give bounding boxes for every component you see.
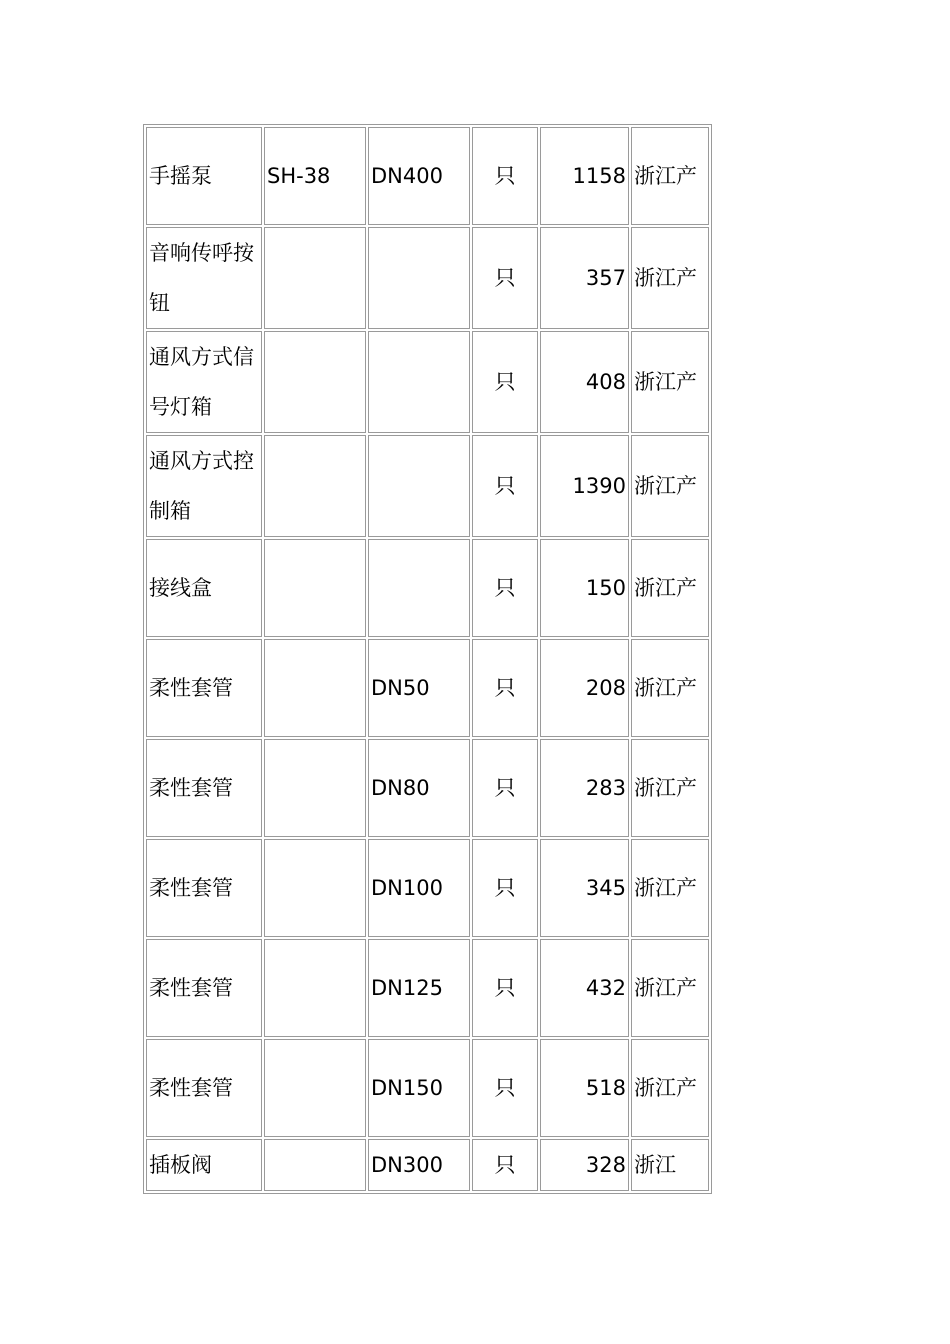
cell-spec [368,435,470,537]
cell-unit: 只 [472,939,538,1037]
cell-name: 柔性套管 [146,1039,262,1137]
cell-origin: 浙江产 [631,939,709,1037]
cell-name: 手摇泵 [146,127,262,225]
cell-unit: 只 [472,839,538,937]
equipment-price-table [143,124,712,1194]
cell-model [264,539,366,637]
cell-model [264,939,366,1037]
cell-origin: 浙江产 [631,839,709,937]
table-row [146,539,709,637]
cell-origin: 浙江产 [631,739,709,837]
cell-spec: DN150 [368,1039,470,1137]
cell-price: 1390 [540,435,629,537]
cell-origin: 浙江 [631,1139,709,1191]
cell-name: 柔性套管 [146,639,262,737]
cell-spec: DN100 [368,839,470,937]
cell-spec: DN50 [368,639,470,737]
table-row [146,227,709,329]
cell-price: 408 [540,331,629,433]
cell-model [264,435,366,537]
cell-unit: 只 [472,227,538,329]
cell-unit: 只 [472,1139,538,1191]
cell-price: 518 [540,1039,629,1137]
cell-unit: 只 [472,331,538,433]
cell-price: 283 [540,739,629,837]
table-row [146,1039,709,1137]
cell-spec: DN80 [368,739,470,837]
cell-spec [368,227,470,329]
cell-unit: 只 [472,127,538,225]
cell-spec [368,539,470,637]
cell-name: 通风方式信号灯箱 [146,331,262,433]
cell-spec: DN300 [368,1139,470,1191]
table-body [146,127,709,1191]
cell-origin: 浙江产 [631,331,709,433]
cell-name: 接线盒 [146,539,262,637]
cell-name: 柔性套管 [146,839,262,937]
table-row [146,939,709,1037]
cell-model [264,227,366,329]
cell-unit: 只 [472,1039,538,1137]
cell-price: 150 [540,539,629,637]
cell-unit: 只 [472,739,538,837]
cell-spec: DN125 [368,939,470,1037]
cell-model [264,331,366,433]
cell-model [264,1139,366,1191]
cell-origin: 浙江产 [631,127,709,225]
cell-unit: 只 [472,539,538,637]
cell-model [264,739,366,837]
cell-model: SH-38 [264,127,366,225]
cell-unit: 只 [472,639,538,737]
cell-name: 音响传呼按钮 [146,227,262,329]
table-row [146,435,709,537]
cell-name: 柔性套管 [146,939,262,1037]
table-row [146,739,709,837]
table-row [146,331,709,433]
table-row [146,1139,709,1191]
cell-name: 通风方式控制箱 [146,435,262,537]
cell-origin: 浙江产 [631,639,709,737]
cell-unit: 只 [472,435,538,537]
table-row [146,839,709,937]
cell-spec [368,331,470,433]
cell-model [264,639,366,737]
cell-model [264,1039,366,1137]
cell-price: 328 [540,1139,629,1191]
cell-origin: 浙江产 [631,539,709,637]
cell-price: 432 [540,939,629,1037]
cell-origin: 浙江产 [631,1039,709,1137]
cell-origin: 浙江产 [631,227,709,329]
cell-spec: DN400 [368,127,470,225]
cell-name: 插板阀 [146,1139,262,1191]
table-row [146,127,709,225]
cell-price: 1158 [540,127,629,225]
cell-price: 345 [540,839,629,937]
cell-name: 柔性套管 [146,739,262,837]
cell-model [264,839,366,937]
cell-price: 357 [540,227,629,329]
cell-origin: 浙江产 [631,435,709,537]
cell-price: 208 [540,639,629,737]
table-row [146,639,709,737]
